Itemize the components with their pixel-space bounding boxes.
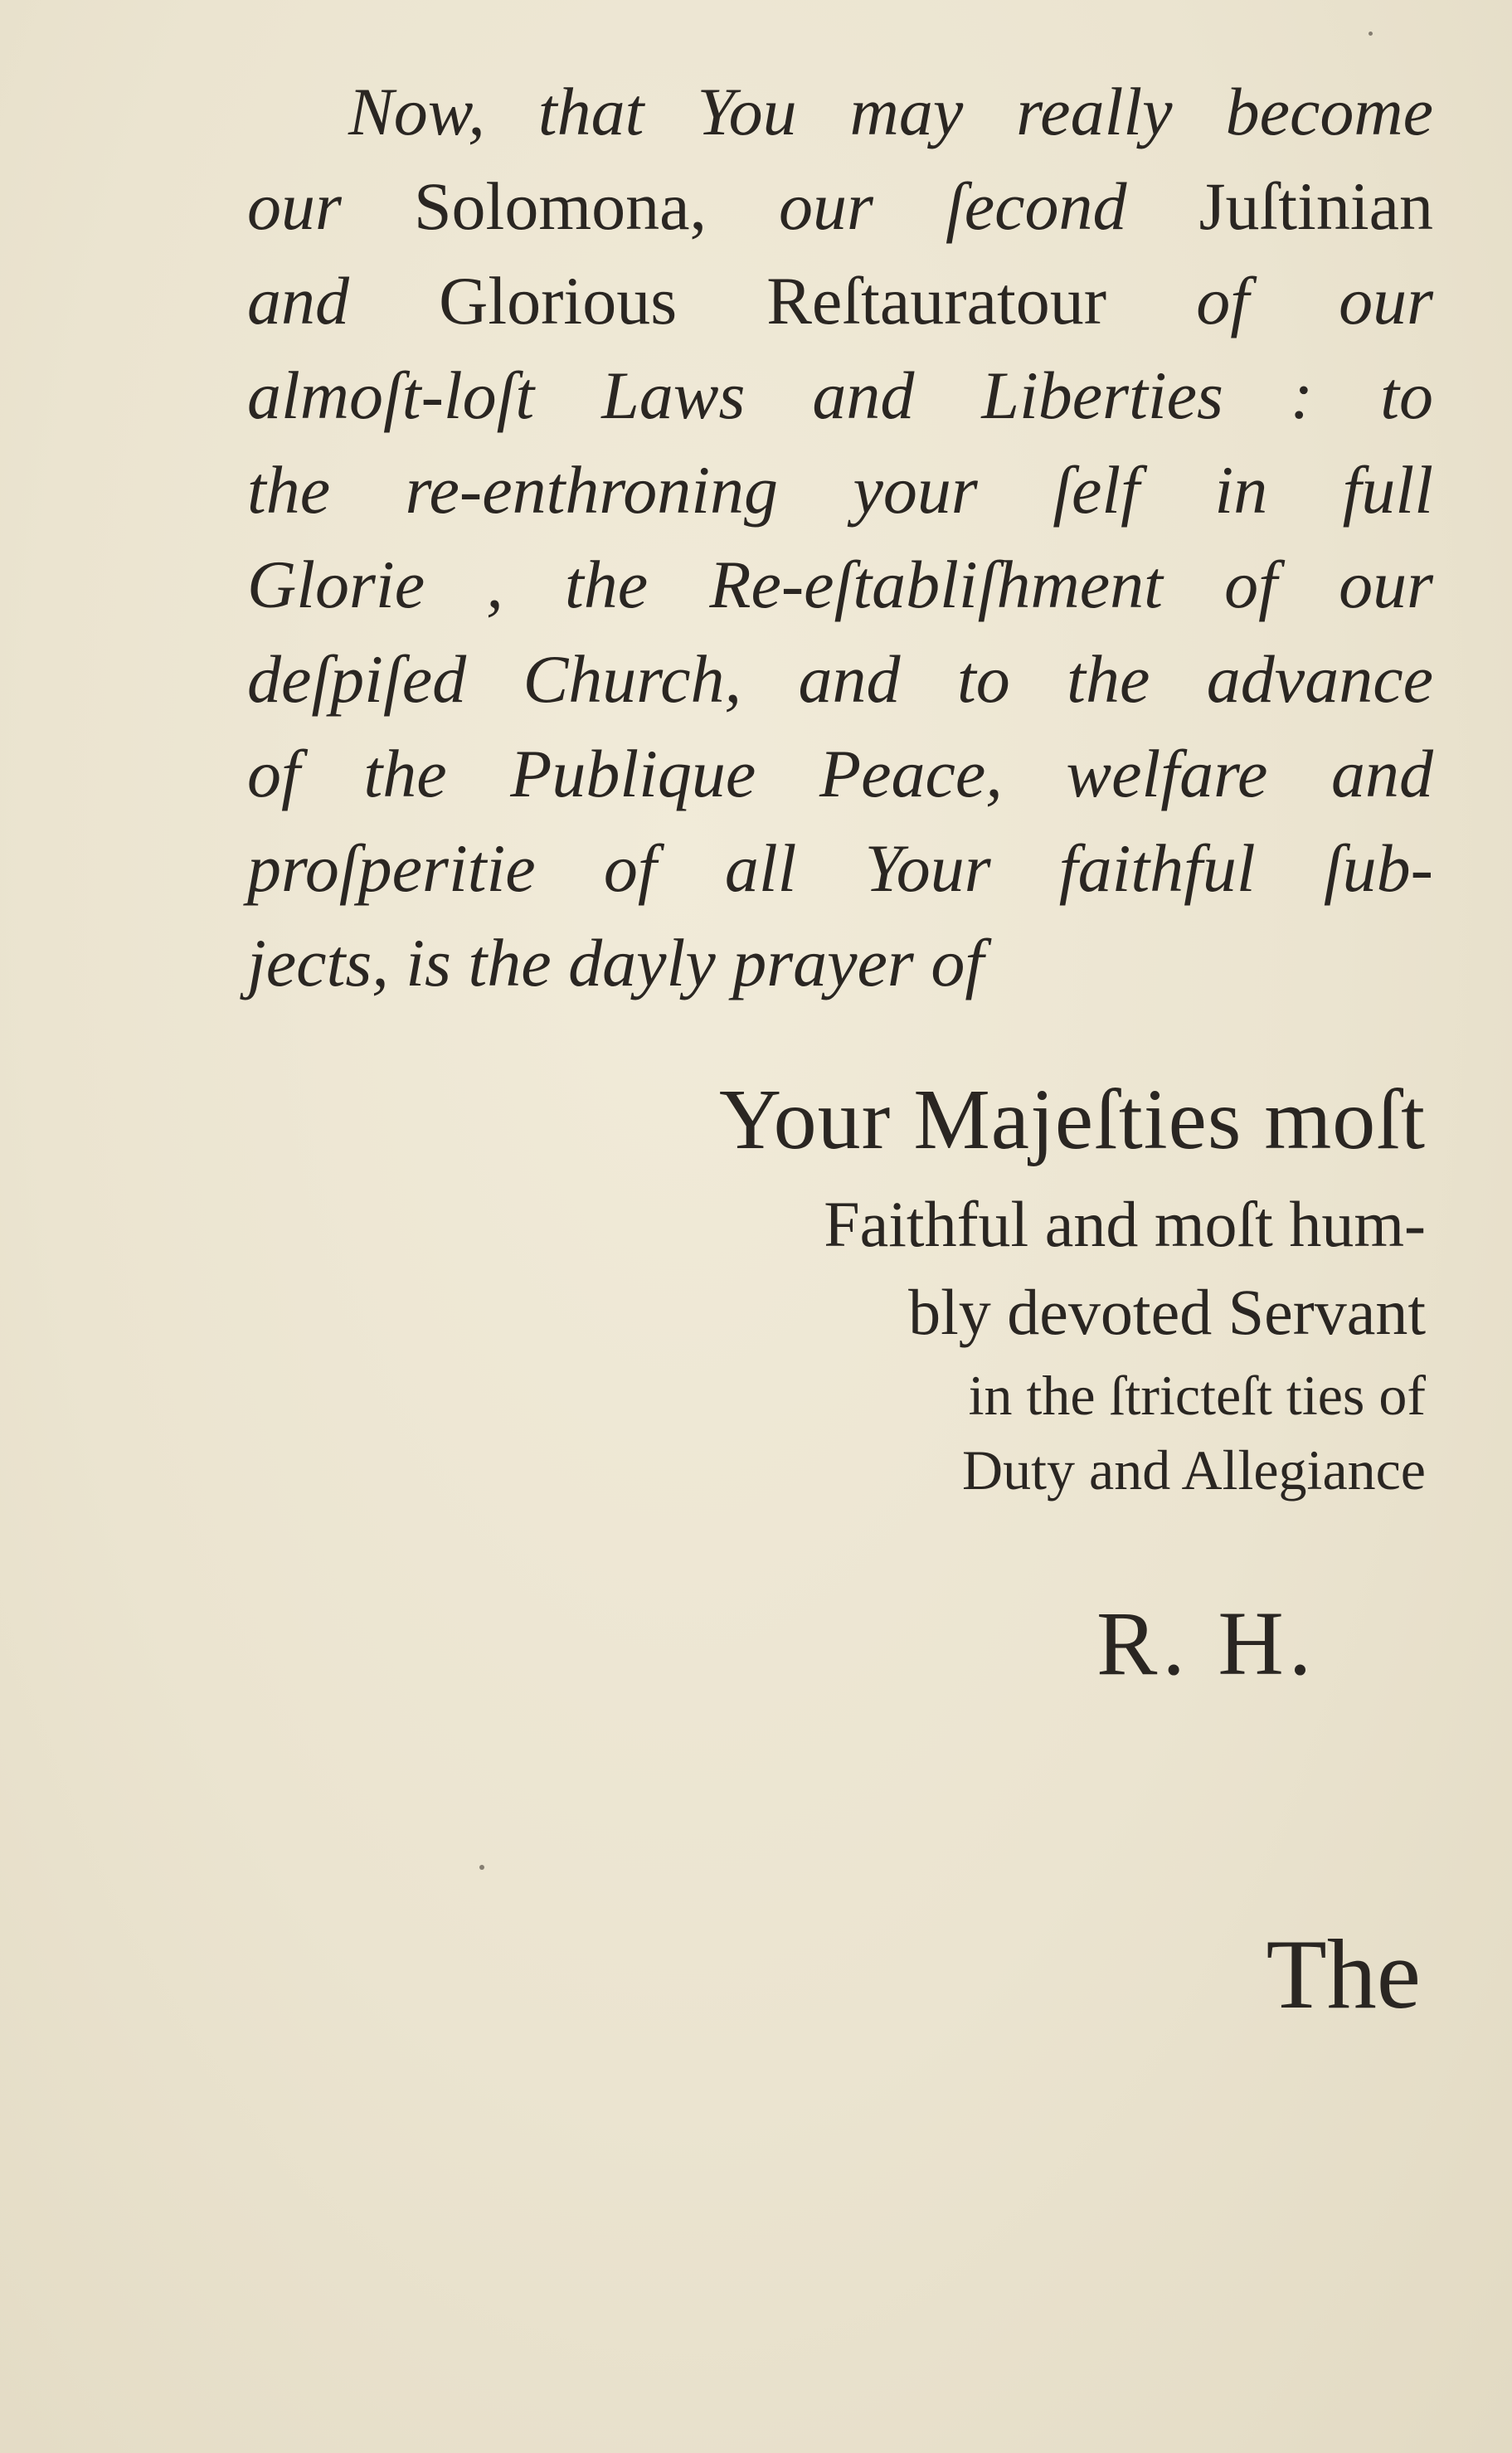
italic-segment: Now, that You may really become — [348, 74, 1433, 149]
italic-segment: the re-enthroning your ſelf in full — [247, 452, 1433, 528]
text-line — [247, 159, 1433, 254]
roman-segment: Solomona, — [413, 168, 780, 244]
text-line — [247, 727, 1433, 821]
text-line — [247, 254, 1433, 348]
italic-segment: almoſt-loſt Laws and Liberties : to — [247, 358, 1433, 433]
italic-segment: of our — [1196, 263, 1434, 338]
ink-speck — [1369, 32, 1373, 36]
text-line — [247, 538, 1433, 632]
ink-speck — [479, 1865, 484, 1870]
closing-line-1: Your Majeſties moſt — [718, 1072, 1426, 1167]
italic-segment: jects, is the dayly prayer of — [247, 925, 985, 1000]
roman-segment: Juſtinian — [1198, 168, 1433, 244]
italic-segment: and — [247, 263, 440, 338]
italic-segment: proſperitie of all Your faithful ſub- — [247, 830, 1433, 906]
italic-segment: our — [247, 168, 414, 244]
text-line — [247, 916, 1433, 1010]
closing-line-2: Faithful and moſt hum- — [824, 1188, 1426, 1260]
text-line — [247, 348, 1433, 443]
author-initials: R. H. — [1096, 1593, 1317, 1694]
text-line — [247, 65, 1433, 159]
closing-line-3: bly devoted Servant — [908, 1276, 1426, 1348]
italic-segment: of the Publique Peace, welfare and — [247, 736, 1433, 811]
text-line — [247, 443, 1433, 538]
text-line — [247, 821, 1433, 916]
text-line — [247, 632, 1433, 727]
italic-segment: deſpiſed Church, and to the advance — [247, 641, 1433, 717]
roman-segment: Glorious Reſtauratour — [439, 263, 1197, 338]
dedication-paragraph — [247, 65, 1433, 1010]
closing-line-4: in the ſtricteſt ties of — [968, 1364, 1426, 1427]
italic-segment: Glorie , the Re-eſtabliſhment of our — [247, 547, 1433, 622]
italic-segment: our ſecond — [779, 168, 1199, 244]
closing-line-5: Duty and Allegiance — [962, 1438, 1426, 1501]
closing-signature-block — [430, 1070, 1426, 1506]
catchword: The — [1266, 1919, 1421, 2029]
